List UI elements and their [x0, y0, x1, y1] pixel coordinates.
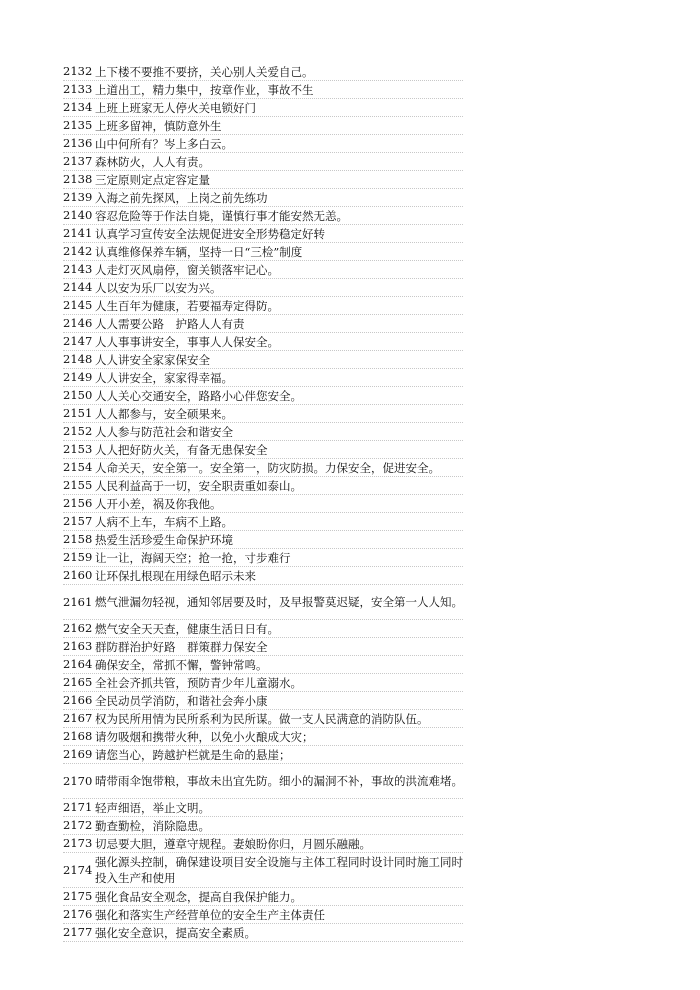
item-text: 上下楼不要推不要挤，关心别人关爱自己。 [95, 64, 314, 79]
list-item [63, 423, 463, 441]
list-item [63, 261, 463, 279]
item-text: 人以安为乐厂以安为兴。 [95, 280, 222, 295]
item-number: 2165 [63, 675, 93, 689]
item-number: 2140 [63, 208, 93, 222]
item-text: 热爱生活珍爱生命保护环境 [95, 532, 233, 547]
item-text: 请您当心，跨越护栏就是生命的悬崖； [95, 747, 291, 762]
item-number: 2161 [63, 594, 93, 609]
item-number: 2132 [63, 64, 93, 78]
item-number: 2155 [63, 478, 93, 492]
item-number: 2169 [63, 747, 93, 761]
item-text: 群防群治护好路 群策群力保安全 [95, 639, 268, 654]
item-number: 2143 [63, 262, 93, 276]
item-text: 人人需要公路 护路人人有责 [95, 316, 245, 331]
item-text: 强化源头控制，确保建设项目安全设施与主体工程同时设计同时施工同时投入生产和使用 [95, 855, 463, 885]
list-item [63, 638, 463, 656]
item-number: 2133 [63, 82, 93, 96]
item-number: 2136 [63, 136, 93, 150]
list-item [63, 692, 463, 710]
item-number: 2159 [63, 550, 93, 564]
list-item [63, 297, 463, 315]
item-text: 人民利益高于一切，安全职责重如泰山。 [95, 478, 302, 493]
list-item [63, 495, 463, 513]
list-item [63, 171, 463, 189]
item-text: 权为民所用情为民所系利为民所谋。做一支人民满意的消防队伍。 [95, 711, 429, 726]
item-number: 2138 [63, 172, 93, 186]
item-number: 2156 [63, 496, 93, 510]
item-number: 2148 [63, 352, 93, 366]
item-text: 轻声细语，举止文明。 [95, 800, 210, 815]
item-number: 2144 [63, 280, 93, 294]
list-item [63, 243, 463, 261]
item-text: 确保安全，常抓不懈，警钟常鸣。 [95, 657, 268, 672]
item-number: 2134 [63, 100, 93, 114]
item-number: 2164 [63, 657, 93, 671]
item-text: 强化和落实生产经营单位的安全生产主体责任 [95, 907, 325, 922]
item-number: 2137 [63, 154, 93, 168]
item-text: 人生百年为健康，若要福寿定得防。 [95, 298, 279, 313]
item-number: 2157 [63, 514, 93, 528]
item-text: 人命关天，安全第一。安全第一，防灾防损。力保安全，促进安全。 [95, 460, 440, 475]
item-text: 人走灯灭风扇停，窗关锁落牢记心。 [95, 262, 279, 277]
item-number: 2147 [63, 334, 93, 348]
item-number: 2166 [63, 693, 93, 707]
item-number: 2141 [63, 226, 93, 240]
list-item [63, 549, 463, 567]
item-number: 2158 [63, 532, 93, 546]
item-text: 容忍危险等于作法自毙，谨慎行事才能安然无恙。 [95, 208, 348, 223]
item-text: 勤查勤检，消除隐患。 [95, 818, 210, 833]
item-text: 燃气安全天天查，健康生活日日有。 [95, 621, 279, 636]
item-text: 人人讲安全，家家得幸福。 [95, 370, 233, 385]
list-item [63, 333, 463, 351]
item-text: 人人都参与，安全硕果来。 [95, 406, 233, 421]
list-item [63, 225, 463, 243]
list-item [63, 764, 463, 799]
list-item [63, 63, 463, 81]
item-text: 森林防火，人人有责。 [95, 154, 210, 169]
list-item [63, 906, 463, 924]
item-number: 2146 [63, 316, 93, 330]
item-text: 人人参与防范社会和谐安全 [95, 424, 233, 439]
item-number: 2170 [63, 773, 93, 788]
item-text: 让一让，海阔天空；抢一抢，寸步难行 [95, 550, 291, 565]
item-number: 2162 [63, 621, 93, 635]
item-number: 2135 [63, 118, 93, 132]
item-number: 2163 [63, 639, 93, 653]
item-text: 三定原则定点定容定量 [95, 172, 210, 187]
list-item [63, 656, 463, 674]
item-text: 切忌要大胆，遵章守规程。妻娘盼你归，月圆乐融融。 [95, 836, 371, 851]
item-text: 认真维修保养车辆，坚持一日“三检”制度 [95, 244, 303, 259]
item-number: 2152 [63, 424, 93, 438]
item-text: 人人事事讲安全，事事人人保安全。 [95, 334, 279, 349]
item-text: 人病不上车，车病不上路。 [95, 514, 233, 529]
list-item [63, 369, 463, 387]
list-item [63, 620, 463, 638]
item-number: 2173 [63, 836, 93, 850]
item-number: 2142 [63, 244, 93, 258]
item-number: 2176 [63, 907, 93, 921]
item-text: 强化安全意识，提高安全素质。 [95, 925, 256, 940]
item-number: 2139 [63, 190, 93, 204]
list-item [63, 585, 463, 620]
list-item [63, 477, 463, 495]
item-text: 上班上班家无人停火关电锁好门 [95, 100, 256, 115]
list-item [63, 817, 463, 835]
list-item [63, 207, 463, 225]
list-item [63, 746, 463, 764]
item-text: 入海之前先探风，上岗之前先练功 [95, 190, 268, 205]
item-text: 上班多留神，慎防意外生 [95, 118, 222, 133]
list-item [63, 405, 463, 423]
list-item [63, 888, 463, 906]
item-number: 2160 [63, 568, 93, 582]
item-number: 2172 [63, 818, 93, 832]
item-text: 让环保扎根现在用绿色昭示未来 [95, 568, 256, 583]
list-item [63, 459, 463, 477]
item-number: 2149 [63, 370, 93, 384]
list-item [63, 81, 463, 99]
list-item [63, 279, 463, 297]
list-item [63, 99, 463, 117]
list-item [63, 135, 463, 153]
item-text: 请勿吸烟和携带火种，以免小火酿成大灾； [95, 729, 314, 744]
item-number: 2177 [63, 925, 93, 939]
list-item [63, 835, 463, 853]
item-number: 2168 [63, 729, 93, 743]
item-text: 人开小差，祸及你我他。 [95, 496, 222, 511]
item-number: 2167 [63, 711, 93, 725]
list-item [63, 513, 463, 531]
list-item [63, 315, 463, 333]
item-text: 强化食品安全观念，提高自我保护能力。 [95, 889, 302, 904]
list-item [63, 189, 463, 207]
item-number: 2150 [63, 388, 93, 402]
item-text: 山中何所有？岑上多白云。 [95, 136, 233, 151]
list-item [63, 117, 463, 135]
list-item [63, 387, 463, 405]
item-text: 全民动员学消防，和谐社会奔小康 [95, 693, 268, 708]
list-item [63, 710, 463, 728]
item-text: 晴带雨伞饱带粮，事故未出宜先防。细小的漏洞不补，事故的洪流难堵。 [95, 774, 463, 788]
list-item [63, 153, 463, 171]
list-item [63, 674, 463, 692]
list-item [63, 531, 463, 549]
list-item [63, 799, 463, 817]
list-item [63, 441, 463, 459]
item-number: 2171 [63, 800, 93, 814]
list-item [63, 351, 463, 369]
slogan-list [63, 63, 463, 942]
item-text: 上道出工，精力集中，按章作业，事故不生 [95, 82, 314, 97]
item-text: 人人讲安全家家保安全 [95, 352, 210, 367]
item-text: 认真学习宣传安全法规促进安全形势稳定好转 [95, 226, 325, 241]
item-text: 燃气泄漏勿轻视，通知邻居要及时，及早报警莫迟疑，安全第一人人知。 [95, 595, 463, 609]
list-item [63, 924, 463, 942]
list-item [63, 853, 463, 888]
item-number: 2153 [63, 442, 93, 456]
item-number: 2174 [63, 862, 93, 877]
list-item [63, 728, 463, 746]
item-number: 2151 [63, 406, 93, 420]
list-item [63, 567, 463, 585]
item-number: 2145 [63, 298, 93, 312]
item-text: 全社会齐抓共管，预防青少年儿童溺水。 [95, 675, 302, 690]
item-text: 人人关心交通安全，路路小心伴您安全。 [95, 388, 302, 403]
item-number: 2175 [63, 889, 93, 903]
item-number: 2154 [63, 460, 93, 474]
item-text: 人人把好防火关，有备无患保安全 [95, 442, 268, 457]
